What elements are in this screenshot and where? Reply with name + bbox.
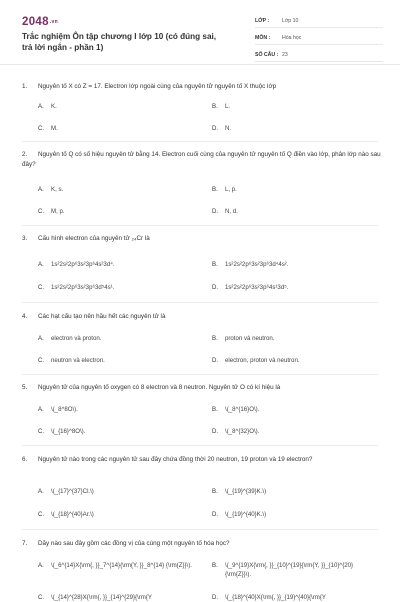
option-text: neutron và electron. [51, 357, 105, 364]
option-letter: D. [212, 594, 219, 601]
option-a[interactable] [38, 102, 57, 111]
meta-row-subject [255, 31, 383, 45]
option-b[interactable] [212, 561, 375, 579]
meta-value: 23 [282, 51, 288, 58]
option-text: N. [225, 125, 232, 132]
divider [22, 302, 378, 303]
option-letter: D. [212, 284, 219, 291]
option-letter: C. [38, 125, 45, 132]
option-letter: D. [212, 428, 219, 435]
option-text: 1s²2s²2p⁶3s²3p⁶4s¹3d⁵. [225, 284, 289, 291]
question-stem: Cấu hình electron của nguyên tử ₂₄Cr là [38, 235, 150, 242]
option-b[interactable] [212, 487, 266, 496]
option-text: electron, proton và neutron. [225, 357, 300, 364]
divider [22, 225, 378, 226]
option-text: K, s. [51, 186, 64, 193]
question-number: 2. [22, 151, 28, 158]
option-text: 1s²2s²2p⁶3s²3p⁶4s²3d⁴. [51, 261, 115, 268]
option-b[interactable] [212, 185, 237, 194]
question-stem: Nguyên tố X có Z = 17. Electron lớp ngoài cùng của nguyên tử nguyên tố X thuộc lớp [38, 83, 277, 90]
question-stem: Dãy nào sau đây gồm các đồng vị của cùng một nguyên tố hóa học? [38, 540, 230, 547]
divider [22, 445, 378, 446]
option-text: \(_{18}^{40}X{\rm{, }}_{19}^{40}{\rm{Y [225, 594, 326, 601]
option-letter: D. [212, 357, 219, 364]
question-text [22, 539, 382, 549]
question-number: 1. [22, 83, 28, 90]
site-logo[interactable] [22, 16, 58, 28]
option-letter: D. [212, 125, 219, 132]
option-a[interactable] [38, 185, 63, 194]
option-b[interactable] [212, 405, 259, 414]
divider [22, 141, 378, 142]
question-text [22, 234, 382, 244]
option-text: \(_{19}^{39}K.\) [225, 488, 267, 495]
option-text: \(_{14}^{28}X{\rm{, }}_{14}^{29}{\rm{Y [51, 594, 152, 601]
option-letter: A. [38, 406, 44, 413]
option-d[interactable] [212, 283, 288, 292]
option-text: electron và proton. [51, 335, 102, 342]
option-letter: C. [38, 357, 45, 364]
option-text: N, d. [225, 208, 238, 215]
option-d[interactable] [212, 510, 266, 519]
question-text [22, 312, 382, 322]
option-text: \(_{18}^{40}Ar.\) [51, 511, 94, 518]
option-text: \(_6^{14}X{\rm{, }}_7^{14}{\rm{Y, }}_8^{14} {\rm{Z}}\). [51, 562, 192, 569]
meta-row-count [255, 48, 383, 62]
option-c[interactable] [38, 593, 201, 602]
option-a[interactable] [38, 561, 201, 570]
question-number: 7. [22, 540, 28, 547]
option-text: \(_{17}^{37}Cl.\) [51, 488, 94, 495]
option-d[interactable] [212, 356, 300, 365]
option-text: M. [51, 125, 58, 132]
meta-label: LỚP : [255, 17, 270, 24]
option-text: 1s²2s²2p⁶3s²3p⁶3d⁵4s¹. [51, 284, 115, 291]
option-letter: C. [38, 594, 45, 601]
option-c[interactable] [38, 283, 114, 292]
meta-label: MÔN : [255, 34, 271, 41]
option-text: L, p. [225, 186, 237, 193]
option-c[interactable] [38, 207, 65, 216]
option-c[interactable] [38, 356, 105, 365]
header [0, 0, 400, 65]
option-text: \(_8^{32}O\). [225, 428, 260, 435]
option-text: \(_8^{16}O\). [225, 406, 260, 413]
option-text: proton và neutron. [225, 335, 275, 342]
option-text: \(_{16}^8O\). [51, 428, 86, 435]
option-text: \(_{19}^{40}K.\) [225, 511, 267, 518]
option-letter: B. [212, 261, 218, 268]
option-letter: A. [38, 261, 44, 268]
option-letter: D. [212, 511, 219, 518]
option-letter: C. [38, 428, 45, 435]
option-c[interactable] [38, 427, 85, 436]
question-text [22, 455, 382, 465]
logo-text: 2048 [22, 16, 49, 28]
option-d[interactable] [212, 207, 238, 216]
option-letter: C. [38, 284, 45, 291]
option-letter: C. [38, 208, 45, 215]
question-text [22, 150, 382, 170]
question-stem: Nguyên tử của nguyên tố oxygen có 8 electron và 8 neutron. Nguyên tử O có kí hiệu là [38, 384, 281, 391]
option-a[interactable] [38, 334, 101, 343]
question-number: 4. [22, 313, 28, 320]
question-number: 6. [22, 456, 28, 463]
option-c[interactable] [38, 510, 94, 519]
option-letter: B. [212, 488, 218, 495]
option-letter: B. [212, 335, 218, 342]
option-text: \(_8^8O\). [51, 406, 78, 413]
page-title: Trắc nghiệm Ôn tập chương I lớp 10 (có đúng sai, trả lời ngắn - phần 1) [22, 32, 217, 52]
option-letter: B. [212, 406, 218, 413]
option-letter: B. [212, 186, 218, 193]
quiz-meta [255, 14, 383, 65]
option-text: K. [51, 103, 57, 110]
question-stem: Nguyên tử nào trong các nguyên tử sau đây chứa đồng thời 20 neutron, 19 proton và 19 electron? [38, 456, 313, 463]
meta-value: Lớp 10 [282, 17, 299, 24]
option-letter: D. [212, 208, 219, 215]
option-a[interactable] [38, 260, 115, 269]
meta-label: SỐ CÂU : [255, 51, 279, 58]
question-number: 3. [22, 235, 28, 242]
option-text: M, p. [51, 208, 65, 215]
question-stem: Các hạt cấu tạo nên hầu hết các nguyên tử là [38, 313, 166, 320]
divider [22, 529, 378, 530]
meta-row-class [255, 14, 383, 28]
question-text [22, 82, 382, 92]
option-b[interactable] [212, 102, 230, 111]
option-a[interactable] [38, 487, 94, 496]
option-a[interactable] [38, 405, 78, 414]
option-text: L. [225, 103, 231, 110]
question-number: 5. [22, 384, 28, 391]
logo-suffix: .vn [49, 18, 58, 25]
option-letter: A. [38, 562, 44, 569]
divider [22, 374, 378, 375]
meta-value: Hóa học [282, 34, 302, 41]
option-d[interactable] [212, 593, 375, 602]
option-text: 1s²2s²2p⁶3s²3p⁶3d⁴4s². [225, 261, 289, 268]
option-letter: B. [212, 562, 218, 569]
option-text: \(_9^{19}X{\rm{, }}_{10}^{19}{\rm{Y, }}_{10}^{20}{\rm{Z}}\). [225, 562, 354, 578]
option-letter: A. [38, 186, 44, 193]
option-letter: A. [38, 103, 44, 110]
option-b[interactable] [212, 334, 274, 343]
option-letter: B. [212, 103, 218, 110]
question-stem: Nguyên tố Q có số hiệu nguyên tử bằng 14. Electron cuối cùng của nguyên tử nguyên tố Q điền vào lớp, phân lớp nào sau đây? [22, 151, 381, 168]
option-b[interactable] [212, 260, 289, 269]
option-letter: C. [38, 511, 45, 518]
question-text [22, 383, 382, 393]
option-d[interactable] [212, 427, 259, 436]
option-letter: A. [38, 335, 44, 342]
option-letter: A. [38, 488, 44, 495]
option-d[interactable] [212, 124, 231, 133]
option-c[interactable] [38, 124, 58, 133]
